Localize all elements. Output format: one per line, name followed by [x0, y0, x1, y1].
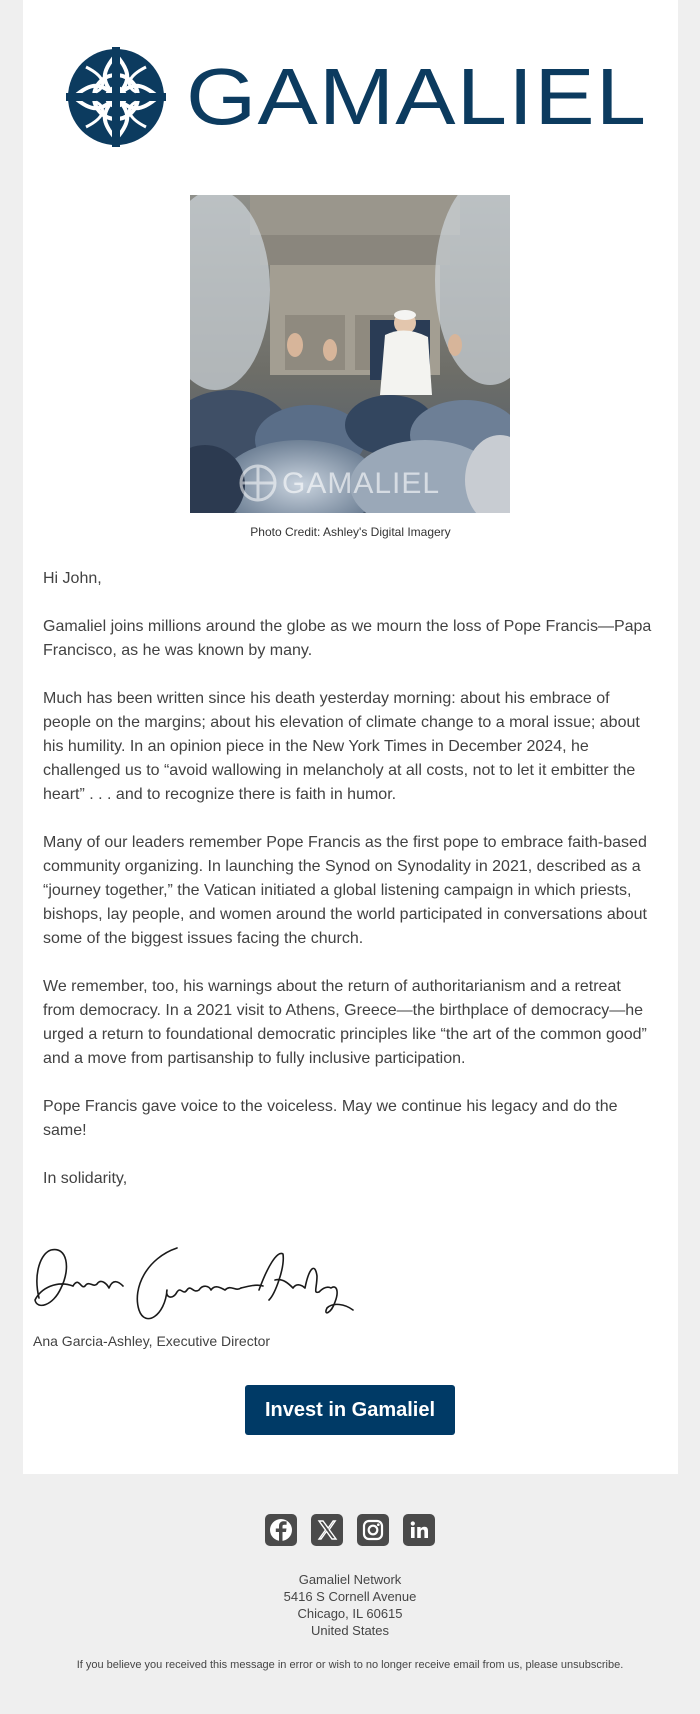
gamaliel-cross-icon	[66, 47, 166, 147]
footer-country: United States	[310, 1623, 390, 1638]
pope-photo-illustration	[190, 195, 510, 513]
photo-caption: Photo Credit: Ashley's Digital Imagery	[250, 525, 451, 539]
paragraph-4: We remember, too, his warnings about the return of authoritarianism and a retreat from democracy. In a 2021 visit to Athens, Greece—the birthplace of democracy—he urged a return to foundational democratic principles like “the art of the common good” and a move from partisanship to fully inclusive participation.	[43, 978, 647, 1067]
social-links	[0, 1514, 700, 1547]
email-card	[23, 0, 678, 1474]
brand-name: GAMALIEL	[186, 52, 648, 141]
footer-street: 5416 S Cornell Avenue	[283, 1589, 417, 1604]
footer-city: Chicago, IL 60615	[297, 1606, 403, 1621]
signature-caption: Ana Garcia-Ashley, Executive Director	[33, 1333, 271, 1349]
invest-button[interactable]: Invest in Gamaliel	[245, 1385, 455, 1435]
hero-photo[interactable]	[190, 195, 510, 513]
closing: In solidarity,	[43, 1170, 128, 1187]
facebook-icon[interactable]	[265, 1514, 297, 1546]
footer-org: Gamaliel Network	[298, 1572, 402, 1587]
greeting: Hi John,	[43, 570, 102, 587]
gamaliel-logo[interactable]	[66, 47, 656, 147]
x-icon[interactable]	[311, 1514, 343, 1546]
paragraph-2: Much has been written since his death yesterday morning: about his embrace of people on the margins; about his elevation of climate change to a moral issue; about his humility. In an opinion piece in the New York Times in December 2024, he challenged us to “avoid wallowing in melancholy at all costs, not to let it embitter the heart” . . . and to recognize there is faith in humor.	[43, 690, 640, 803]
instagram-icon[interactable]	[357, 1514, 389, 1546]
letter-body	[43, 567, 655, 1215]
paragraph-1: Gamaliel joins millions around the globe as we mourn the loss of Pope Francis—Papa Francisco, as he was known by many.	[43, 618, 652, 659]
unsubscribe-note[interactable]: If you believe you received this message in error or wish to no longer receive email from us, please unsubscribe.	[76, 1659, 624, 1671]
paragraph-5: Pope Francis gave voice to the voiceless. May we continue his legacy and do the same!	[43, 1098, 618, 1139]
linkedin-icon[interactable]	[403, 1514, 435, 1546]
paragraph-3: Many of our leaders remember Pope Francis as the first pope to embrace faith-based community organizing. In launching the Synod on Synodality in 2021, described as a “journey together,” the Vatican initiated a global listening campaign in which priests, bishops, lay people, and women around the world participated in conversations about some of the biggest issues facing the church.	[43, 834, 647, 947]
signature-image	[27, 1228, 357, 1338]
footer-address	[0, 1571, 700, 1639]
photo-watermark: GAMALIEL	[282, 467, 441, 500]
